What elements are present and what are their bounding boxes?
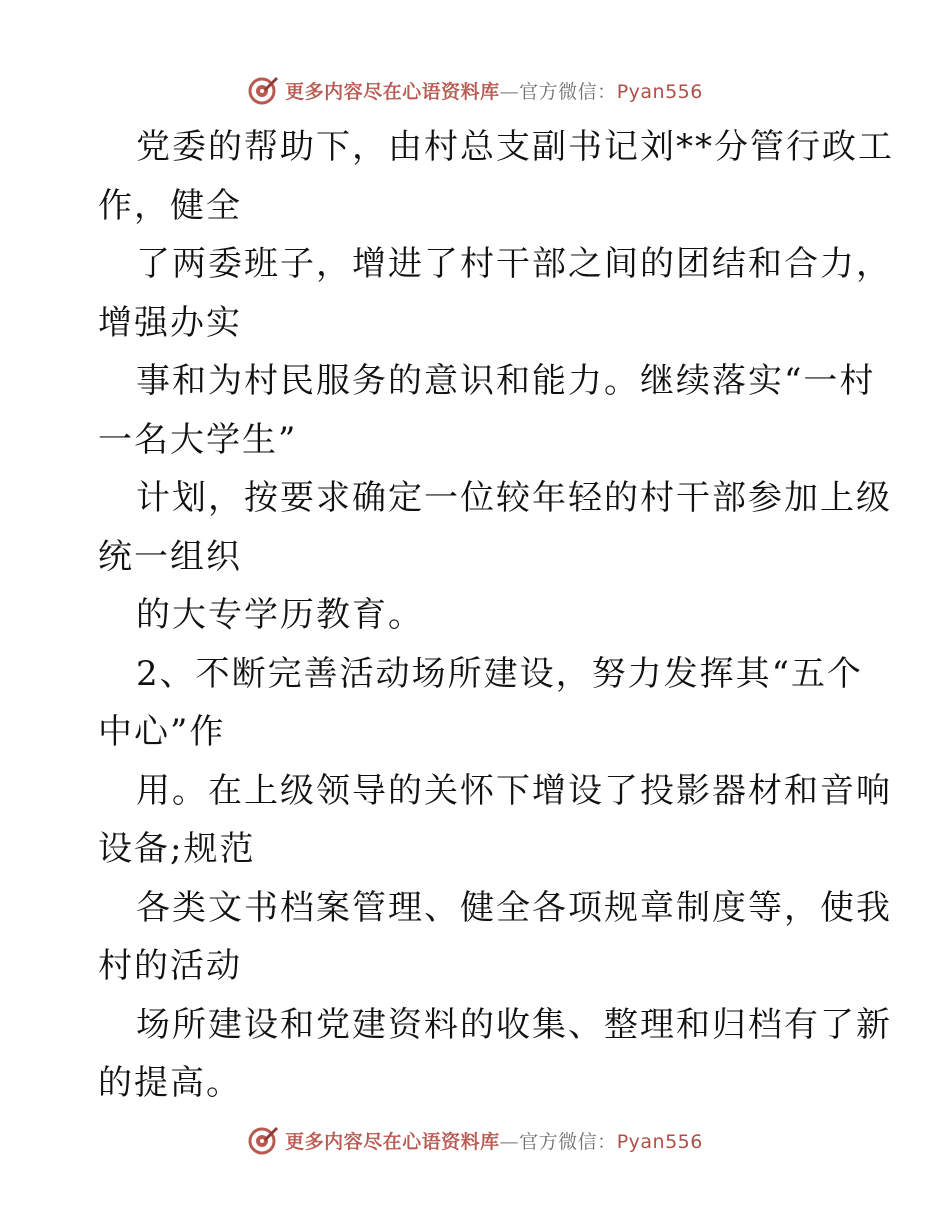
body-line: 了两委班子，增进了村干部之间的团结和合力， bbox=[136, 244, 892, 284]
body-line: 统一组织 bbox=[98, 536, 242, 577]
header-dash: — bbox=[499, 80, 520, 103]
body-line: 党委的帮助下，由村总支副书记刘**分管行政工 bbox=[136, 127, 894, 167]
body-line: 的大专学历教育。 bbox=[136, 595, 424, 635]
header-brand: 更多内容尽在心语资料库 bbox=[285, 80, 500, 103]
body-line: 增强办实 bbox=[98, 302, 242, 343]
body-line: 场所建设和党建资料的收集、整理和归档有了新 bbox=[136, 1004, 892, 1045]
footer-wechat-label: 官方微信： bbox=[519, 1130, 617, 1153]
pen-logo-icon bbox=[247, 1124, 279, 1156]
body-line: 一名大学生” bbox=[98, 419, 298, 460]
footer-wechat-id: Pyan556 bbox=[616, 1130, 703, 1153]
footer-dash: — bbox=[499, 1130, 520, 1153]
body-line: 各类文书档案管理、健全各项规章制度等，使我 bbox=[136, 887, 892, 928]
header-wechat-label: 官方微信： bbox=[519, 80, 617, 103]
body-line: 村的活动 bbox=[98, 946, 242, 986]
header-wechat-id: Pyan556 bbox=[616, 80, 703, 103]
body-line: 2、不断完善活动场所建设，努力发挥其“五个 bbox=[136, 653, 864, 694]
body-line: 事和为村民服务的意识和能力。继续落实“一村 bbox=[136, 361, 876, 401]
footer-brand: 更多内容尽在心语资料库 bbox=[285, 1130, 500, 1153]
body-line: 设备;规范 bbox=[98, 829, 256, 869]
document-body bbox=[98, 118, 894, 1113]
header-watermark bbox=[0, 70, 950, 110]
body-line: 用。在上级领导的关怀下增设了投影器材和音响 bbox=[136, 770, 892, 811]
footer-watermark bbox=[0, 1120, 950, 1160]
header-watermark-text bbox=[285, 77, 703, 104]
footer-watermark-text bbox=[285, 1127, 703, 1154]
body-line: 计划，按要求确定一位较年轻的村干部参加上级 bbox=[136, 478, 892, 518]
pen-logo-icon bbox=[247, 74, 279, 106]
body-line: 中心”作 bbox=[98, 712, 226, 752]
body-line: 的提高。 bbox=[98, 1063, 242, 1103]
body-line: 作，健全 bbox=[98, 185, 242, 226]
